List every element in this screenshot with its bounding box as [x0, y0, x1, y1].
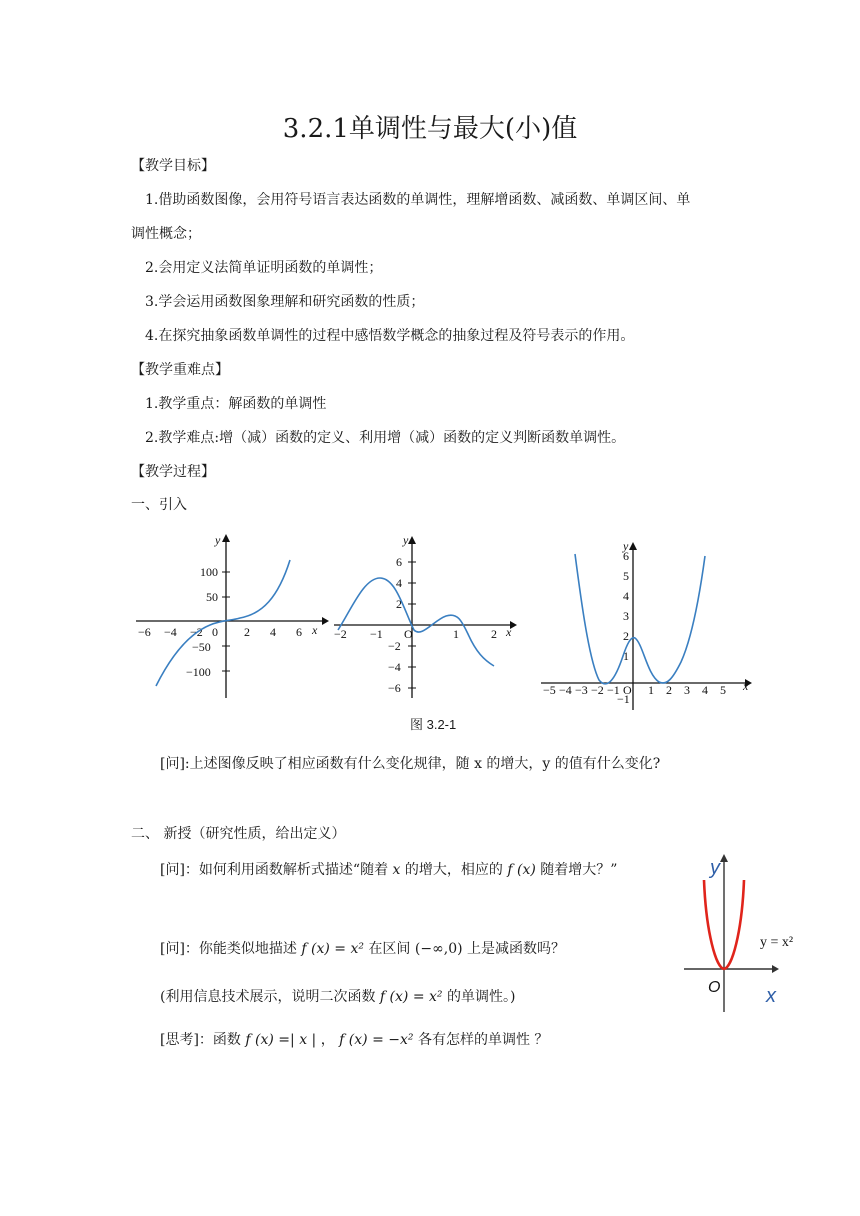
x-tick: −4	[164, 625, 177, 639]
note-info-tech: (利用信息技术展示，说明二次函数 f (x) = x² 的单调性。)	[160, 989, 516, 1005]
y-axis-label: y	[403, 533, 409, 547]
x-tick: −4	[559, 683, 572, 697]
goal-item-2: 2.会用定义法简单证明函数的单调性；	[145, 260, 383, 276]
y-tick: 50	[206, 590, 218, 604]
x-tick: O	[623, 683, 632, 697]
x-tick: 2	[244, 625, 250, 639]
graph-w-shape	[537, 540, 759, 715]
part-1-heading: 一、引入	[131, 497, 187, 513]
parabola-label: y = x²	[760, 935, 794, 950]
question-1: [问]:上述图像反映了相应函数有什么变化规律，随 x 的增大，y 的值有什么变化?	[160, 756, 661, 772]
figure-caption: 图 3.2-1	[410, 717, 457, 732]
cubic-curve	[156, 560, 290, 686]
math-neg-square: f (x) = −x²	[339, 1032, 414, 1048]
y-tick: 2	[623, 629, 629, 643]
x-axis-label: x	[312, 623, 318, 637]
process-heading: 【教学过程】	[131, 464, 215, 480]
y-tick: 6	[623, 549, 629, 563]
y-tick: 4	[623, 589, 629, 603]
x-tick: 2	[666, 683, 672, 697]
x-tick: −2	[190, 625, 203, 639]
graph-cubic	[130, 530, 330, 700]
math-x: x	[392, 862, 401, 878]
x-tick: 1	[453, 627, 459, 641]
y-axis-label: y	[623, 540, 629, 553]
x-tick: −2	[334, 627, 347, 641]
x-tick: −5	[543, 683, 556, 697]
x-axis-label: x	[506, 625, 512, 639]
x-axis-label: x	[766, 985, 776, 1007]
x-tick: 6	[296, 625, 302, 639]
y-tick: 100	[200, 565, 218, 579]
x-tick: 2	[491, 627, 497, 641]
y-tick: 6	[396, 555, 402, 569]
y-axis-label: y	[215, 533, 221, 547]
x-tick: 5	[720, 683, 726, 697]
math-fx: f (x)	[507, 862, 536, 878]
y-tick: −4	[388, 660, 401, 674]
keypoint-item-1: 1.教学重点：解函数的单调性	[145, 396, 327, 412]
y-tick: −6	[388, 681, 401, 695]
origin-label: O	[708, 979, 721, 996]
part-2-heading: 二、 新授（研究性质，给出定义）	[131, 826, 346, 842]
math-abs: f (x) =| x |	[245, 1032, 317, 1048]
y-tick: 4	[396, 576, 402, 590]
keypoints-heading: 【教学重难点】	[131, 362, 229, 378]
think-question: [思考]：函数 f (x) =| x | ， f (x) = −x² 各有怎样的单调性 ？	[160, 1032, 549, 1048]
graph-wave	[330, 530, 520, 700]
x-axis-label: x	[743, 679, 749, 693]
x-tick: −1	[370, 627, 383, 641]
x-tick: 3	[684, 683, 690, 697]
goal-item-3: 3.学会运用函数图象理解和研究函数的性质；	[145, 294, 425, 310]
y-tick: −2	[388, 639, 401, 653]
math-fx-square: f (x) = x²	[379, 989, 443, 1005]
x-tick: 4	[270, 625, 276, 639]
y-tick: −1	[617, 692, 630, 706]
question-3: [问]：你能类似地描述 f (x) = x² 在区间 (−∞,0) 上是减函数吗？	[160, 941, 566, 957]
math-fx-square: f (x) = x²	[301, 941, 364, 957]
wave-curve	[338, 578, 494, 666]
keypoint-item-2: 2.教学难点:增（减）函数的定义、利用增（减）函数的定义判断函数单调性。	[145, 430, 626, 446]
y-tick: 2	[396, 597, 402, 611]
x-tick: −3	[575, 683, 588, 697]
graph-parabola	[682, 852, 802, 1022]
x-tick: O	[404, 627, 413, 641]
x-tick: 0	[212, 625, 218, 639]
page-title: 3.2.1单调性与最大(小)值	[282, 114, 578, 144]
y-tick: 1	[623, 649, 629, 663]
x-tick: −2	[591, 683, 604, 697]
question-2: [问]：如何利用函数解析式描述“随着 x 的增大，相应的 f (x) 随着增大？”	[160, 862, 618, 878]
goal-item-1: 1.借助函数图像，会用符号语言表达函数的单调性，理解增函数、减函数、单调区间、单	[145, 192, 691, 208]
math-interval: (−∞,0)	[414, 941, 463, 957]
w-curve	[575, 554, 705, 684]
y-tick: 3	[623, 609, 629, 623]
y-tick: −50	[192, 640, 211, 654]
x-tick: 4	[702, 683, 708, 697]
x-tick: −1	[607, 683, 620, 697]
y-tick: 5	[623, 569, 629, 583]
y-tick: −100	[186, 665, 211, 679]
y-axis-label: y	[710, 857, 720, 879]
x-tick: 1	[648, 683, 654, 697]
goal-item-1-cont: 调性概念；	[131, 226, 201, 242]
x-tick: −6	[138, 625, 151, 639]
goals-heading: 【教学目标】	[131, 158, 215, 174]
goal-item-4: 4.在探究抽象函数单调性的过程中感悟数学概念的抽象过程及符号表示的作用。	[145, 328, 635, 344]
